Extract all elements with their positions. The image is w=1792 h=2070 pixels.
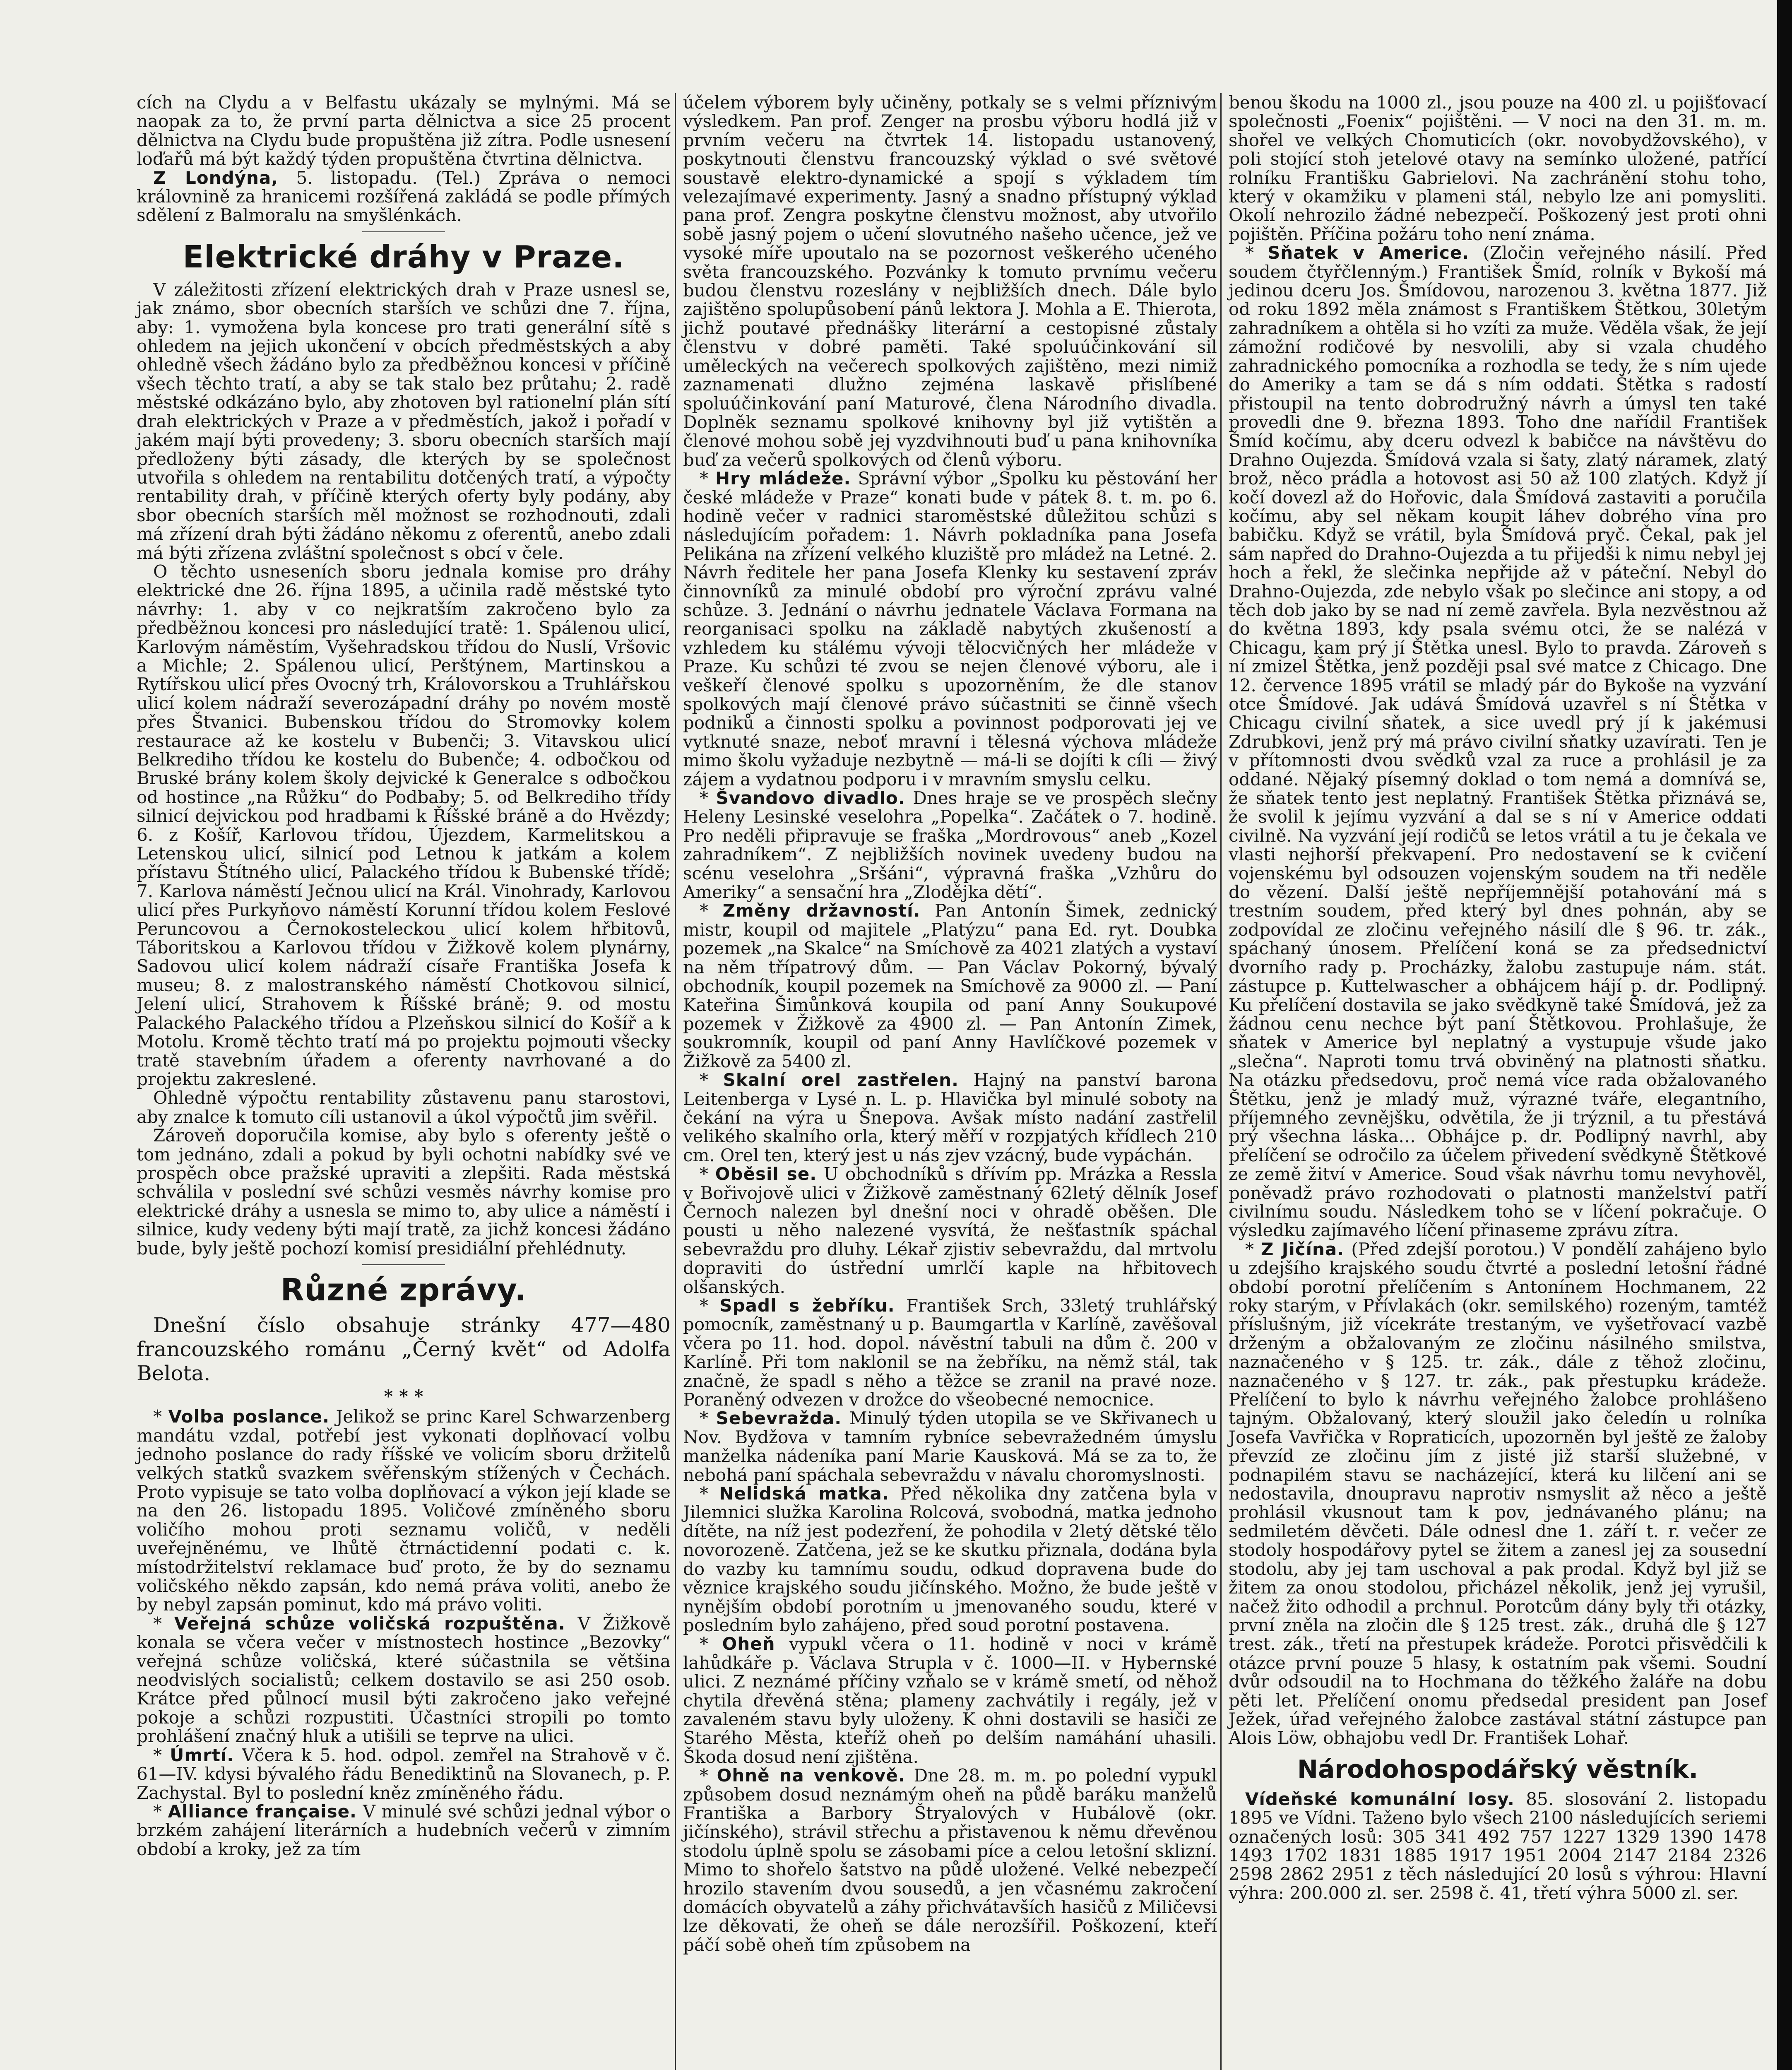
rubric-zebrik: Spadl s žebříku. xyxy=(719,1295,895,1316)
column-3 xyxy=(1229,93,1767,1902)
article-continuation: benou škodu na 1000 zl., jsou pouze na 400 zl. u pojišťovací společnosti „Foenix“ pojištěni. — V noci na den 31. m. m. shořel ve velkých Chomuticích (okr. novobydžovského), v poli stojící stoh jetelové otavy na semínko uložené, patřící rolníku Františku Gabrielovi. Na zachránění stohu toho, který v okamžiku v plameni stál, nebylo lze ani pomysliti. Okolí nehrozilo žádné nebezpečí. Poškozený jest proti ohni pojištěn. Příčina požáru toho není známa. xyxy=(1229,92,1767,244)
news-umrti: * Úmrtí. Včera k 5. hod. odpol. zemřel na Strahově v č. 61—IV. kdysi bývalého řádu Benediktinů na Slovanech, p. P. Zachystal. Byl to poslední kněz zmíněného řádu. xyxy=(137,1745,671,1803)
rubric-alliance: Alliance française. xyxy=(168,1801,357,1822)
rubric-drzebnosti: Změny državností. xyxy=(722,900,921,921)
news-text: František Srch, 33letý truhlářský pomocník, zaměstnaný u p. Baumgartla v Karlíně, zavěšoval včera po 11. hod. dopol. návěstní tabuli na dům č. 200 v Karlíně. Při tom naklonil se na žebříku, na němž stál, tak značně, že spadl s něho a těžce se zranil na pravé noze. Poraněný odvezen v drožce do všeobecné nemocnice. xyxy=(683,1295,1217,1410)
news-text: Včera k 5. hod. odpol. zemřel na Strahově v č. 61—IV. kdysi bývalého řádu Benediktinů na Slovanech, p. P. Zachystal. Byl to poslední kněz zmíněného řádu. xyxy=(137,1745,671,1803)
column-2 xyxy=(683,93,1217,1954)
article-continuation: cích na Clydu a v Belfastu ukázaly se mylnými. Má se naopak za to, že první parta dělnictva a sice 25 procent dělnictva na Clydu bude propuštěna již zítra. Podle usnesení loďařů má být každý týden propuštěna čtvrtina dělnictva. xyxy=(137,92,671,169)
news-text: V minulé své schůzi jednal výbor o brzkém zahájení literárních a hudebních večerů v zimním období a kroky, jež za tím xyxy=(137,1801,671,1859)
news-zebrik: * Spadl s žebříku. František Srch, 33letý truhlářský pomocník, zaměstnaný u p. Baumgartla v Karlíně, zavěšoval včera po 11. hod. dopol. návěstní tabuli na dům č. 200 v Karlíně. Při tom naklonil se na žebříku, na němž stál, tak značně, že spadl s něho a těžce se zranil na pravé noze. Poraněný odvezen v drožce do všeobecné nemocnice. xyxy=(683,1295,1217,1410)
news-london xyxy=(137,168,671,225)
paragraph: O těchto usneseních sboru jednala komise pro dráhy elektrické dne 26. října 1895, a učinila radě městské tyto návrhy: 1. aby v co nejkratším zakročeno bylo za předběžnou koncesi pro následující tratě: 1. Spálenou ulicí, Karlovým náměstím, Vyšehradskou třídou do Nuslí, Vršovic a Michle; 2. Spálenou ulicí, Perštýnem, Martinskou a Rytířskou ulicí přes Ovocný trh, Královorskou a Truhlářskou ulicí kolem nádraží severozápadní dráhy po novém mostě přes Štvanici. Bubenskou třídou do Stromovky kolem restaurace až ke kostelu v Bubenči; 3. Vitavskou ulicí Belkrediho třídou ke kostelu do Bubenče; 4. odbočkou od Bruské brány kolem školy dejvické k Generalce s odbočkou od hostince „na Růžku“ do Podbaby; 5. od Belkrediho třídy silnicí dejvickou pod hradbami k Říšské bráně a do Hvězdy; 6. z Košíř, Karlovou třídou, Újezdem, Karmelitskou a Letenskou ulicí, silnicí pod Letnou k jatkám a kolem přístavu Štítného ulicí, Palackého třídou k Bubenské třídě; 7. Karlova náměstí Ječnou ulicí na Král. Vinohrady, Karlovou ulicí přes Purkyňovo náměstí Korunní třídou kolem Feslové Peruncovou a Černokosteleckou ulicí kolem hřbitovů, Táboritskou a Karlovou třídou v Žižkově kolem plynárny, Sadovou ulicí kolem nádraží císaře Františka Josefa k museu; 8. z malostranského náměstí Chotkovou silnicí, Jelení ulicí, Strahovem k Říšské bráně; 9. od mostu Palackého Palackého třídou a Plzeňskou silnicí do Košíř a k Motolu. Kromě těchto tratí má po projektu pojmouti všecky tratě stavebním úřadem a oferenty navrhované a do projektu zakreslené. xyxy=(137,561,671,1089)
news-text: Pan Antonín Šimek, zednický mistr, koupil od majitele „Platýzu“ pana Ed. ryt. Doubka pozemek „na Skalce“ na Smíchově za 4021 zlatých a vystaví na něm třípatrový dům. — Pan Václav Pokorný, bývalý obchodník, koupil pozemek na Smíchově za 9000 zl. — Paní Kateřina Šimůnková koupila od paní Anny Soukupové pozemek v Žižkově za 4900 zl. — Pan Antonín Zimek, soukromník, koupil od paní Anny Havlíčkové pozemek v Žižkově za 5400 zl. xyxy=(683,900,1217,1071)
news-hry: * Hry mládeže. Správní výbor „Spolku ku pěstování her české mládeže v Praze“ konati bude v pátek 8. t. m. po 6. hodině večer v radnici staroměstské důležitou schůzi s následujícím pořadem: 1. Návrh pokladníka pana Josefa Pelikána na zřízení velkého kluziště pro mládež na Letné. 2. Návrh ředitele her pana Josefa Klenky ku sestavení zpráv činnovníků za minulé období pro výroční zprávu valné schůze. 3. Jednání o návrhu jednatele Václava Formana na reorganisaci spolku na základě nabytých zkušeností a vzhledem ku stálému vývoji tělocvičných her mládeže v Praze. Ku schůzi té zvou se nejen členové výboru, ale i veškeří členové spolku s upozorněním, že dle stanov spolkových mají členové právo súčastniti se činně všech podniků a činnosti spolku a povinnost podporovati jej ve vytknuté snaze, neboť mravní i tělesná výchova mládeže mimo školu vyžaduje nezbytně — má-li se dojíti k cíli — živý zájem a vydatnou podporu i v mravním smyslu celku. xyxy=(683,468,1217,789)
rubric-volba: Volba poslance. xyxy=(168,1406,330,1427)
rubric-obesil: Oběsil se. xyxy=(715,1164,817,1184)
scan-edge xyxy=(1777,0,1792,2070)
news-sebevrazda: * Sebevražda. Minulý týden utopila se ve Skřivanech u Nov. Bydžova v tamním rybníce sebevražedném úmyslu manželka nádeníka paní Marie Kausková. Má se za to, že nebohá paní spáchala sebevraždu v návalu choromyslnosti. xyxy=(683,1408,1217,1485)
news-text: Dne 28. m. m. po polední vypukl způsobem dosud neznámým oheň na půdě baráku manželů Františka a Barbory Štryalových v Hubálově (okr. jičínského), strávil střechu a přistavenou k němu dřevěnou stodolu úplně spolu se zásobami píce a celou letošní sklizní. Mimo to shořelo šatstvo na půdě uložené. Velké nebezpečí hrozilo stavením dvou sousedů, a jen včasnému zakročení domácích obyvatelů a záhy přichvátavších hasičů z Miličevsi lze děkovati, že oheň se dále nerozšířil. Poškození, kteří páčí sobě oheň tím způsobem na xyxy=(683,1765,1217,1955)
news-svandovo: * Švandovo divadlo. Dnes hraje se ve prospěch slečny Heleny Lesinské veselohra „Popelka“. Začátek o 7. hodině. Pro neděli připravuje se fraška „Mordrovous“ aneb „Kozel zahradníkem“. Z nejbližších novinek uvedeny budou na scénu veselohra „Sršáni“, výpravná fraška „Vzhůru do Ameriky“ a sensační hra „Zlodějka dětí“. xyxy=(683,788,1217,903)
news-text: Minulý týden utopila se ve Skřivanech u Nov. Bydžova v tamním rybníce sebevražedném úmyslu manželka nádeníka paní Marie Kausková. Má se za to, že nebohá paní spáchala sebevraždu v návalu choromyslnosti. xyxy=(683,1408,1217,1485)
paragraph: Zároveň doporučila komise, aby bylo s oferenty ještě o tom jednáno, zdali a pokud by byli ochotni nabídky své ve prospěch obce pražské upraviti a zlepšiti. Rada městská schválila v poslední své schůzi vesměs návrhy komise pro elektrické dráhy a usnesla se mimo to, aby ulice a náměstí i silnice, kudy vedeny býti mají tratě, za jichž koncesi žádáno bude, byly ještě pochozí komisí presidiální přehlédnuty. xyxy=(137,1125,671,1259)
rubric-svandovo: Švandovo divadlo. xyxy=(716,788,905,809)
news-matka: * Nelidská matka. Před několika dny zatčena byla v Jilemnici služka Karolina Rolcová, svobodná, matka jednoho dítěte, na níž jest podezření, že pohodila v 2letý dětské tělo novorozeně. Zatčena, jež se ke skutku přiznala, dodána byla do vazby ku tamnímu soudu, odkud dopravena bude do věznice krajského soudu jičínského. Možno, že bude ještě v nynějším období porotním u jmenovaného soudu, které v posledním bylo zahájeno, před soud porotní postavena. xyxy=(683,1483,1217,1635)
news-text: V pondělí zahájeno bylo u zdejšího krajského soudu čtvrté a poslední letošní řádné období porotní přelíčením s Antonínem Hochmanem, 22 roky starým, v Přívlakách (okr. semilského) rozeným, tamtéž příslušným, již vícekráte trestaným, ve vyšetřovací vazbě drženým a obžalovaným ze zločinu násilného smilstva, naznačeného v § 125. tr. zák., dále z těhož zločinu, naznačeného v § 127. tr. zák., pak přestupku krádeže. Přelíčení to bylo k návrhu veřejného žalobce prohlášeno tajným. Obžalovaný, který sloužil jako čeledín u rolníka Josefa Vavřička v Ropraticích, upozorněn byl ještě ze žaloby převzíd ze zločinu jím z jisté již starší služebné, v podnapilém stavu se nacházející, která ku lilčení ani se nedostavila, dnoupravu naprotiv nsmyslit až něco a ještě prohlásil vkusnout tam k pov, jednávaného plánu; na sedmiletém děvčeti. Dále odnesl dne 1. září t. r. večer ze stodoly hospodářovy pytel se žitem a zanesl jej za sousední stodolu, aby jej tam uschoval a pak prodal. Když byl již se žitem za onou stodolou, přicházel několik, jenž jej vyrušil, načež žito odhodil a prchnul. Porotcům dány byly tři otázky, první zněla na zločin dle § 125 trest. zák., druhá dle § 127 trest. zák., třetí na přestupek krádeže. Porotci přisvědčili k otázce první pouze 5 hlasy, k ostatním pak všemi. Soudní dvůr odsoudil na to Hochmana do těžkého žaláře na dobu pěti let. Přelíčení onomu předsedal president pan Josef Ježek, úřad veřejného žalobce zastával státní zástupce pan Alois Löw, obhajobu vedl Dr. František Lohař. xyxy=(1229,1239,1767,1748)
news-text: Dnes hraje se ve prospěch slečny Heleny Lesinské veselohra „Popelka“. Začátek o 7. hodině. Pro neděli připravuje se fraška „Mordrovous“ aneb „Kozel zahradníkem“. Z nejbližších novinek uvedeny budou na scénu veselohra „Sršáni“, výpravná fraška „Vzhůru do Ameriky“ a sensační hra „Zlodějka dětí“. xyxy=(683,788,1217,903)
rubric-matka: Nelidská matka. xyxy=(719,1483,889,1504)
news-text: U obchodníků s dřívím pp. Mrázka a Ressla v Bořivojově ulici v Žižkově zaměstnaný 62letý dělník Josef Černoch nalezen byl dnešní noci v ohradě oběšen. Dle pousti u něho nalezené vysvítá, že nešťastník spáchal sebevraždu pro dluhy. Lékař zjistiv sebevraždu, dal mrtvolu dopraviti do ústřední umrlčí kaple na hřbitovech olšanských. xyxy=(683,1164,1217,1297)
news-text: (Zločin veřejného násilí. Před soudem čtyřčlenným.) František Šmíd, rolník v Bykoší má jedinou dceru Jos. Šmídovou, narozenou 3. května 1877. Již od roku 1892 měla známost s Františkem Štětkou, 30letým zahradníkem a ohtěla si ho vzíti za muže. Věděla však, že její zámožní rodičové by nesvolili, aby si vzala chudého zahradnického pomocníka a rozhodla se tedy, že s ním ujede do Ameriky a tam se dá s ním oddati. Štětka s radostí přistoupil na tento dobrodružný návrh a úmysl ten také provedli dne 9. března 1893. Toho dne nařídil František Šmíd kočímu, aby dceru odvezl k babičce na návštěvu do Drahno Oujezda. Šmídová vzala si šaty, zlatý náramek, zlatý brož, něco prádla a hotovost asi 50 až 100 zlatých. Když jí kočí dovezl až do Hořovic, dala Šmídová zastaviti a poručila kočímu, aby sel někam koupit láhev dobrého vína pro babičku. Když se vrátil, byla Šmídová pryč. Čekal, pak jel sám napřed do Drahno-Oujezda a tu přijedši k nimu nebyl jej hoch a řekl, že slečinka nepřijde až v páteční. Nebyl do Drahno-Oujezda, zde nebylo však po slečince ani stopy, a od těch dob jako by se nad ní země zavřela. Byla nezvěstnou až do května 1893, kdy psala svému otci, že se nalézá v Chicagu, kam prý jí Štětka unesl. Bylo to pravda. Zároveň s ní zmizel Štětka, jenž později psal své matce z Chicago. Dne 12. července 1895 vrátil se mladý pár do Bykoše na vyzvání otce Šmídové. Jak udává Šmídová uzavřel s ní Štětka v Chicagu civilní sňatek, a sice uvedl prý jí k jakémusi Zdrubkovi, jenž prý má právo civilní sňatky uzavírati. Ten je v přítomnosti dvou svědků vzal za ruce a prohlásil je za oddané. Nějaký písemný doklad o tom nemá a domnívá se, že sňatek tento jest neplatný. František Štětka přiznává se, že svolil k jejímu vyzvání a dal se s ní v Americe oddati civilně. Na vyzvání její rodičů se letos vrátil a tu je čekala ve vlasti nejhorší překvapení. Pro nedostavení se k cvičení vojenskému byl odsouzen vojenským soudem na tři neděle do vězení. Další ještě nepříjemnější potahování má s trestním soudem, před který byl dnes pohnán, aby se zodpovídal ze zločinu veřejného násilí dle § 96. tr. zák., spáchaný únosem. Přelíčení koná se za předsednictví dvorního rady p. Procházky, žalobu zastupuje nám. stát. zástupce p. Kuttelwascher a obhájcem hájí p. dr. Podlipný. Ku přelíčení dostavila se jako svědkyně také Šmídová, jež za žádnou cenu nechce být paní Štětkovou. Prohlašuje, že sňatek v Americe byl neplatný a vystupuje všude jako „slečna“. Naproti tomu trvá obviněný na platnosti sňatku. Na otázku předsedovu, proč nemá více rada obžalovaného Štětku, jenž je mladý muž, výrazné tváře, elegantního, příjemného zevnějšku, odvětila, že ji trýznil, a tu přestává prý všechna láska… Obhájce p. dr. Podlipný navrhl, aby přelíčení se odročilo za účelem přivedení svědkyně Štětkové ze země žitví v Americe. Soud však návrhu tomu nevyhověl, poněvadž právo rozhodovati o platnosti manželství patří civilnímu soudu. Následkem toho se v líčení pokračuje. O výsledku zajímavého líčení přinaseme zprávu zítra. xyxy=(1229,243,1767,1241)
news-text: V Žižkově konala se včera večer v místnostech hostince „Bezovky“ veřejná schůze voličská, které súčastnila se většina neodvislých socialistů; celkem dostavilo se asi 250 osob. Krátce před půlnocí musil býti zakročeno jako veřejné pokoje a schůzi rozpustiti. Účastníci stropili po tomto prohlášení značný hluk a utišili se teprve na ulici. xyxy=(137,1613,671,1747)
rubric-umrti: Úmrtí. xyxy=(170,1745,234,1765)
rubric-losy: Vídeňské komunální losy. xyxy=(1245,1788,1515,1809)
news-text: Hajný na panství barona Leitenberga v Lysé n. L. p. Hlavička byl minulé soboty na čekání na výra u Šnepova. Avšak místo nadání zastřelil velikého skalního orla, který měří v rozpjatých křídlech 210 cm. Orel ten, který jest u nás zjev vzácný, bude vypáchán. xyxy=(683,1070,1217,1165)
rubric-ohen: Oheň xyxy=(722,1634,775,1654)
news-drzebnosti: * Změny državností. Pan Antonín Šimek, zednický mistr, koupil od majitele „Platýzu“ pana Ed. ryt. Doubka pozemek „na Skalce“ na Smíchově za 4021 zlatých a vystaví na něm třípatrový dům. — Pan Václav Pokorný, bývalý obchodník, koupil pozemek na Smíchově za 9000 zl. — Paní Kateřina Šimůnková koupila od paní Anny Soukupové pozemek v Žižkově za 4900 zl. — Pan Antonín Zimek, soukromník, koupil od paní Anny Havlíčkové pozemek v Žižkově za 5400 zl. xyxy=(683,900,1217,1071)
news-ohen: * Oheň vypukl včera o 11. hodině v noci v krámě lahůdkáře p. Václava Strupla v č. 1000—II. v Hybernské ulici. Z neznámé příčiny vzňalo se v krámě smetí, od něhož chytila dřevěná stěna; plameny zachvátily i regály, jež v zavaleném stavu byly uloženy. K ohni dostavili se hasiči ze Starého Města, kteříž oheň po delším namáhání uhasili. Škoda dosud není zjištěna. xyxy=(683,1634,1217,1767)
news-alliance: * Alliance française. V minulé své schůzi jednal výbor o brzkém zahájení literárních a hudebních večerů v zimním období a kroky, jež za tím xyxy=(137,1801,671,1859)
news-schuze: * Veřejná schůze voličská rozpuštěna. V Žižkově konala se včera večer v místnostech hostince „Bezovky“ veřejná schůze voličská, které súčastnila se většina neodvislých socialistů; celkem dostavilo se asi 250 osob. Krátce před půlnocí musil býti zakročeno jako veřejné pokoje a schůzi rozpustiti. Účastníci stropili po tomto prohlášení značný hluk a utišili se teprve na ulici. xyxy=(137,1613,671,1747)
article-continuation: účelem výborem byly učiněny, potkaly se s velmi příznivým výsledkem. Pan prof. Zenger na prosbu výboru hodlá již v prvním večeru na čtvrtek 14. listopadu ustanovený, poskytnouti členstvu francouzský výklad o své světové soustavě elektro-dynamické a spojí s výkladem tím velezajímavé experimenty. Jasný a snadno přístupný výklad pana prof. Zengra poskytne členstvu možnost, aby utvořilo sobě jasný pojem o učení slovutného našeho učence, jež ve vysoké míře upoutalo na se pozornost veškerého učeného světa francouzského. Pozvánky k tomuto prvnímu večeru budou členstvu rozeslány v nejbližších dnech. Dále bylo zajištěno spolupůsobení pánů lektora J. Mohla a E. Thierota, jichž poutavé přednášky literární a cestopisné zůstaly členstvu v dobré paměti. Také spoluúčinkování sil uměleckých na večerech spolkových zajištěno, mezi nimiž zaznamenati dlužno zejména laskavě přislíbené spoluúčinkování paní Maturové, člena Národního divadla. Doplněk seznamu spolkové knihovny byl již vytištěn a členové mohou sobě jej vyzdvihnouti buď u pana knihovníka buď za večerů spolkových od členů výboru. xyxy=(683,92,1217,470)
heading-ruzne-zpravy: Různé zprávy. xyxy=(280,1272,527,1308)
news-venkov: * Ohně na venkově. Dne 28. m. m. po polední vypukl způsobem dosud neznámým oheň na půdě baráku manželů Františka a Barbory Štryalových v Hubálově (okr. jičínského), strávil střechu a přistavenou k němu dřevěnou stodolu úplně spolu se zásobami píce a celou letošní sklizní. Mimo to shořelo šatstvo na půdě uložené. Velké nebezpečí hrozilo stavením dvou sousedů, a jen včasnému zakročení domácích obyvatelů a záhy přichvátavších hasičů z Miličevsi lze děkovati, že oheň se dále nerozšířil. Poškození, kteří páčí sobě oheň tím způsobem na xyxy=(683,1765,1217,1955)
column-divider xyxy=(1220,93,1222,2070)
news-text: vypukl včera o 11. hodině v noci v krámě lahůdkáře p. Václava Strupla v č. 1000—II. v Hybernské ulici. Z neznámé příčiny vzňalo se v krámě smetí, od něhož chytila dřevěná stěna; plameny zachvátily i regály, jež v zavaleném stavu byly uloženy. K ohni dostavili se hasiči ze Starého Města, kteříž oheň po delším namáhání uhasili. Škoda dosud není zjištěna. xyxy=(683,1634,1217,1767)
news-satek: * Sňatek v Americe. (Zločin veřejného násilí. Před soudem čtyřčlenným.) František Šmíd, rolník v Bykoší má jedinou dceru Jos. Šmídovou, narozenou 3. května 1877. Již od roku 1892 měla známost s Františkem Štětkou, 30letým zahradníkem a ohtěla si ho vzíti za muže. Věděla však, že její zámožní rodičové by nesvolili, aby si vzala chudého zahradnického pomocníka a rozhodla se tedy, že s ním ujede do Ameriky a tam se dá s ním oddati. Štětka s radostí přistoupil na tento dobrodružný návrh a úmysl ten také provedli dne 9. března 1893. Toho dne nařídil František Šmíd kočímu, aby dceru odvezl k babičce na návštěvu do Drahno Oujezda. Šmídová vzala si šaty, zlatý náramek, zlatý brož, něco prádla a hotovost asi 50 až 100 zlatých. Když jí kočí dovezl až do Hořovic, dala Šmídová zastaviti a poručila kočímu, aby sel někam koupit láhev dobrého vína pro babičku. Když se vrátil, byla Šmídová pryč. Čekal, pak jel sám napřed do Drahno-Oujezda a tu přijedši k nimu nebyl jej hoch a řekl, že slečinka nepřijde až v páteční. Nebyl do Drahno-Oujezda, zde nebylo však po slečince ani stopy, a od těch dob jako by se nad ní země zavřela. Byla nezvěstnou až do května 1893, kdy psala svému otci, že se nalézá v Chicagu, kam prý jí Štětka unesl. Bylo to pravda. Zároveň s ní zmizel Štětka, jenž později psal své matce z Chicago. Dne 12. července 1895 vrátil se mladý pár do Bykoše na vyzvání otce Šmídové. Jak udává Šmídová uzavřel s ní Štětka v Chicagu civilní sňatek, a sice uvedl prý jí k jakémusi Zdrubkovi, jenž prý má právo civilní sňatky uzavírati. Ten je v přítomnosti dvou svědků vzal za ruce a prohlásil je za oddané. Nějaký písemný doklad o tom nemá a domnívá se, že sňatek tento jest neplatný. František Štětka přiznává se, že svolil k jejímu vyzvání a dal se s ní v Americe oddati civilně. Na vyzvání její rodičů se letos vrátil a tu je čekala ve vlasti nejhorší překvapení. Pro nedostavení se k cvičení vojenskému byl odsouzen vojenským soudem na tři neděle do vězení. Další ještě nepříjemnější potahování má s trestním soudem, před který byl dnes pohnán, aby se zodpovídal ze zločinu veřejného násilí dle § 96. tr. zák., spáchaný únosem. Přelíčení koná se za předsednictví dvorního rady p. Procházky, žalobu zastupuje nám. stát. zástupce p. Kuttelwascher a obhájcem hájí p. dr. Podlipný. Ku přelíčení dostavila se jako svědkyně také Šmídová, jež za žádnou cenu nechce být paní Štětkovou. Prohlašuje, že sňatek v Americe byl neplatný a vystupuje všude jako „slečna“. Naproti tomu trvá obviněný na platnosti sňatku. Na otázku předsedovu, proč nemá více rada obžalovaného Štětku, jenž je mladý muž, výrazné tváře, elegantního, příjemného zevnějšku, odvětila, že ji trýznil, a tu přestává prý všechna láska… Obhájce p. dr. Podlipný navrhl, aby přelíčení se odročilo za účelem přivedení svědkyně Štětkové ze země žitví v Americe. Soud však návrhu tomu nevyhověl, poněvadž právo rozhodovati o platnosti manželství patří civilnímu soudu. Následkem toho se v líčení pokračuje. O výsledku zajímavého líčení přinaseme zprávu zítra. xyxy=(1229,243,1767,1241)
rubric-venkov: Ohně na venkově. xyxy=(717,1765,905,1786)
rubric-hry: Hry mládeže. xyxy=(715,468,851,489)
news-text: Před několika dny zatčena byla v Jilemnici služka Karolina Rolcová, svobodná, matka jednoho dítěte, na níž jest podezření, že pohodila v 2letý dětské tělo novorozeně. Zatčena, jež se ke skutku přiznala, dodána byla do vazby ku tamnímu soudu, odkud dopravena bude do věznice krajského soudu jičínského. Možno, že bude ještě v nynějším období porotním u jmenovaného soudu, které v posledním bylo zahájeno, před soud porotní postavena. xyxy=(683,1483,1217,1635)
news-text: Jelikož se princ Karel Schwarzenberg mandátu vzdal, potřebí jest vykonati doplňovací volbu jednoho poslance do rady říšské ve volicím sboru držitelů velkých statků svazkem svěřenským stížených v Čechách. Proto vypisuje se tato volba doplňovací a výkon její klade se na den 26. listopadu 1895. Voličové zmíněného sboru voličího mohou proti seznamu voličů, v neděli uveřejněnému, ve lhůtě čtrnáctidenní podati c. k. místodržitelství reklamace buď proto, že by do seznamu voličského někdo zapsán, kdo nemá práva voliti, anebo že by nebyl zapsán pominut, kdo má právo voliti. xyxy=(137,1406,671,1615)
rubric-sebevrazda: Sebevražda. xyxy=(716,1408,842,1429)
rubric-satek: Sňatek v Americe. xyxy=(1268,243,1470,263)
stars-divider: * * * xyxy=(384,1386,423,1406)
news-orel: * Skalní orel zastřelen. Hajný na panství barona Leitenberga v Lysé n. L. p. Hlavička byl minulé soboty na čekání na výra u Šnepova. Avšak místo nadání zastřelil velikého skalního orla, který měří v rozpjatých křídlech 210 cm. Orel ten, který jest u nás zjev vzácný, bude vypáchán. xyxy=(683,1070,1217,1165)
separator xyxy=(362,1264,445,1265)
paragraph: Ohledně výpočtu rentability zůstavenu panu starostovi, aby znalce k tomuto cíli ustanovil a úkol výpočtů jim svěřil. xyxy=(137,1088,671,1127)
separator xyxy=(362,231,445,232)
paragraph: V záležitosti zřízení elektrických drah v Praze usnesl se, jak známo, sbor obecních starších ve schůzi dne 7. října, aby: 1. vymožena byla koncese pro trati generální sítě s ohledem na jejich ukončení v obcích předměstských a aby ohledně všech žádáno bylo za předběžnou koncesi v příčině všech těchto tratí, a aby se tak stalo bez průtahu; 2. radě městské odkázáno bylo, aby zhotoven byl rationelní plán sítí drah elektrických v Praze a v předměstích, jakož i pořadí v jakém mají býti provedeny; 3. sboru obecních starších mají předloženy býti zásady, dle kterých by se společnost utvořila s ohledem na rentabilitu dotčených tratí, a výpočty rentability drah, v příčině kterých oferty byly podány, aby sbor obecních starších měl možnost se rozhodnouti, zdali má zřízení drah býti žádáno někomu z oferentů, anebo zdali má býti zřízena zvláštní společnost s obcí v čele. xyxy=(137,279,671,563)
column-divider xyxy=(675,93,676,2070)
heading-narodohospodarsky-vestnik: Národohospodářský věstník. xyxy=(1297,1755,1698,1784)
rubric-london: Z Londýna, xyxy=(153,167,279,188)
news-volba: * Volba poslance. Jelikož se princ Karel Schwarzenberg mandátu vzdal, potřebí jest vykonati doplňovací volbu jednoho poslance do rady říšské ve volicím sboru držitelů velkých statků svazkem svěřenským stížených v Čechách. Proto vypisuje se tato volba doplňovací a výkon její klade se na den 26. listopadu 1895. Voličové zmíněného sboru voličího mohou proti seznamu voličů, v neděli uveřejněnému, ve lhůtě čtrnáctidenní podati c. k. místodržitelství reklamace buď proto, že by do seznamu voličského někdo zapsán, kdo nemá práva voliti, anebo že by nebyl zapsán pominut, kdo má právo voliti. xyxy=(137,1406,671,1615)
news-text: 85. slosování 2. listopadu 1895 ve Vídni. Taženo bylo všech 2100 následujících seriemi označených losů: 305 341 492 757 1227 1329 1390 1478 1493 1702 1831 1885 1917 1951 2004 2147 2184 2326 2598 2862 2951 z těch následující 20 losů s výhrou: Hlavní výhra: 200.000 zl. ser. 2598 č. 41, třetí výhra 5000 zl. ser. xyxy=(1229,1788,1767,1903)
news-text: Správní výbor „Spolku ku pěstování her české mládeže v Praze“ konati bude v pátek 8. t. m. po 6. hodině večer v radnici staroměstské důležitou schůzi s následujícím pořadem: 1. Návrh pokladníka pana Josefa Pelikána na zřízení velkého kluziště pro mládež na Letné. 2. Návrh ředitele her pana Josefa Klenky ku sestavení zpráv činnovníků za minulé období pro výroční zprávu valné schůze. 3. Jednání o návrhu jednatele Václava Formana na reorganisaci spolku na základě nabytých zkušeností a vzhledem ku stálému vývoji tělocvičných her mládeže v Praze. Ku schůzi té zvou se nejen členové výboru, ale i veškeří členové spolku s upozorněním, že dle stanov spolkových mají členové právo súčastniti se činně všech podniků a činnosti spolku a povinnost podporovati jej ve vytknuté snaze, neboť mravní i tělesná výchova mládeže mimo školu vyžaduje nezbytně — má-li se dojíti k cíli — živý zájem a vydatnou podporu i v mravním smyslu celku. xyxy=(683,468,1217,789)
news-losy xyxy=(1229,1790,1767,1902)
column-1 xyxy=(137,93,671,1858)
news-london-text: 5. listopadu. (Tel.) Zpráva o nemoci královnině za hranicemi rozšířená zakládá se podle přímých sdělení z Balmoralu na smyšlénkách. xyxy=(137,167,671,226)
news-jicin: * Z Jičína. (Před zdejší porotou.) V pondělí zahájeno bylo u zdejšího krajského soudu čtvrté a poslední letošní řádné období porotní přelíčením s Antonínem Hochmanem, 22 roky starým, v Přívlakách (okr. semilského) rozeným, tamtéž příslušným, již vícekráte trestaným, ve vyšetřovací vazbě drženým a obžalovaným ze zločinu násilného smilstva, naznačeného v § 125. tr. zák., dále z těhož zločinu, naznačeného v § 127. tr. zák., pak přestupku krádeže. Přelíčení to bylo k návrhu veřejného žalobce prohlášeno tajným. Obžalovaný, který sloužil jako čeledín u rolníka Josefa Vavřička v Ropraticích, upozorněn byl ještě ze žaloby převzíd ze zločinu jím z jisté již starší služebné, v podnapilém stavu se nacházející, která ku lilčení ani se nedostavila, dnoupravu naprotiv nsmyslit až něco a ještě prohlásil vkusnout tam k pov, jednávaného plánu; na sedmiletém děvčeti. Dále odnesl dne 1. září t. r. večer ze stodoly hospodářovy pytel se žitem a zanesl jej za sousední stodolu, aby jej tam uschoval a pak prodal. Když byl již se žitem za onou stodolou, přicházel několik, jenž jej vyrušil, načež žito odhodil a prchnul. Porotcům dány byly tři otázky, první zněla na zločin dle § 125 trest. zák., druhá dle § 127 trest. zák., třetí na přestupek krádeže. Porotci přisvědčili k otázce první pouze 5 hlasy, k ostatním pak všemi. Soudní dvůr odsoudil na to Hochmana do těžkého žaláře na dobu pěti let. Přelíčení onomu předsedal president pan Josef Ježek, úřad veřejného žalobce zastával státní zástupce pan Alois Löw, obhajobu vedl Dr. František Lohař. xyxy=(1229,1239,1767,1748)
rubric-schuze: Veřejná schůze voličská rozpuštěna. xyxy=(174,1613,565,1634)
rubric-orel: Skalní orel zastřelen. xyxy=(723,1070,959,1090)
heading-elektricke-drahy: Elektrické dráhy v Praze. xyxy=(183,239,625,275)
rubric-jicin: Z Jičína. xyxy=(1261,1239,1345,1259)
intro-text: Dnešní číslo obsahuje stránky 477—480 francouzského románu „Černý květ“ od Adolfa Belota. xyxy=(137,1313,671,1385)
rubric-sub: (Před zdejší porotou.) xyxy=(1351,1239,1546,1259)
news-obesil: * Oběsil se. U obchodníků s dřívím pp. Mrázka a Ressla v Bořivojově ulici v Žižkově zaměstnaný 62letý dělník Josef Černoch nalezen byl dnešní noci v ohradě oběšen. Dle pousti u něho nalezené vysvítá, že nešťastník spáchal sebevraždu pro dluhy. Lékař zjistiv sebevraždu, dal mrtvolu dopraviti do ústřední umrlčí kaple na hřbitovech olšanských. xyxy=(683,1164,1217,1297)
